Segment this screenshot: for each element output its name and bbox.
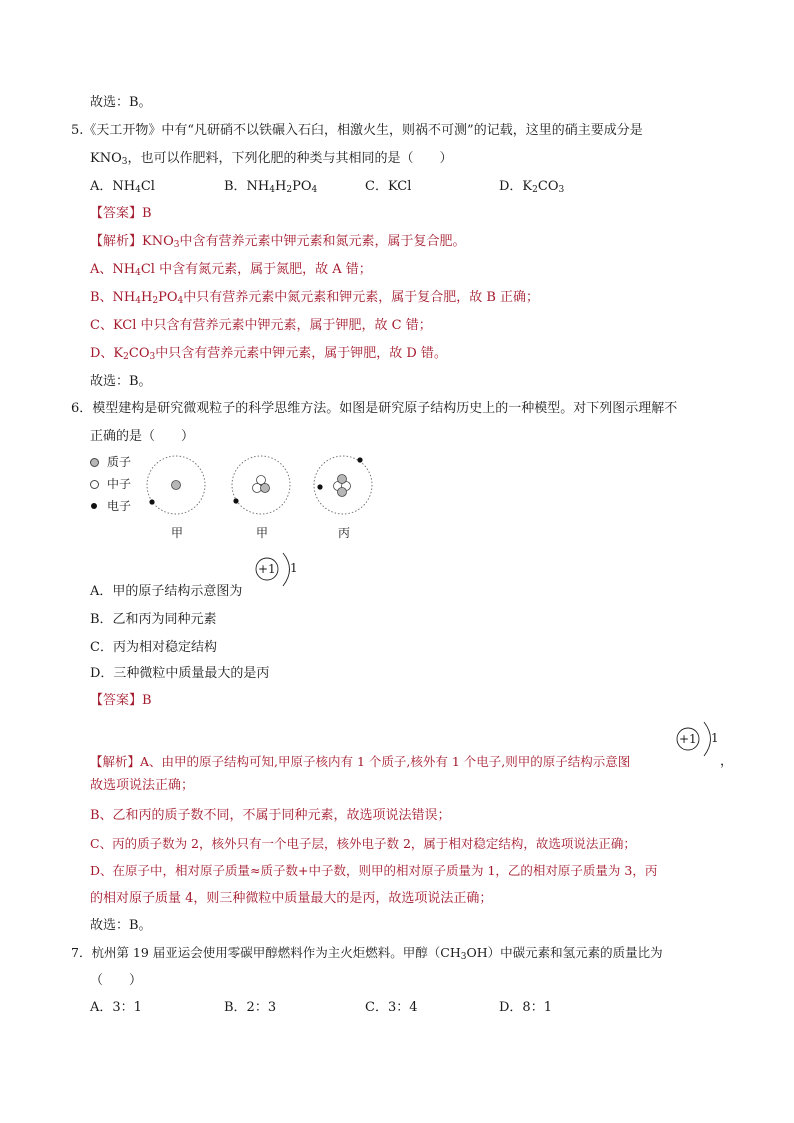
q6-analysis-b: B、乙和丙的质子数不同，不属于同种元素，故选项说法错误； xyxy=(90,808,451,823)
q5-analysis-a: A、$NH_4Cl$ 中含有氮元素，属于氮肥，故 A 错； xyxy=(90,262,372,278)
legend-proton: 质子 xyxy=(90,454,131,470)
atom-model-bing xyxy=(314,456,372,514)
q5-analysis-intro: 【解析】$KNO_3$中含有营养元素中钾元素和氮元素，属于复合肥。 xyxy=(90,234,466,250)
q6-analysis-d1: D、在原子中，相对原子质量≈质子数+中子数，则甲的相对原子质量为 1，乙的相对原子质量为 3，丙 xyxy=(90,863,658,878)
q6-analysis-a2: 故选项说法正确； xyxy=(90,778,195,793)
prev-choose-line: 故选：B。 xyxy=(90,95,152,110)
proton-marker-icon xyxy=(90,458,99,467)
q6-option-c: C．丙为相对稳定结构 xyxy=(90,640,217,655)
legend-electron: 电子 xyxy=(90,498,131,514)
atom-schematic-analysis xyxy=(674,718,722,760)
q6-analysis-a1: 【解析】A、由甲的原子结构可知,甲原子核内有 1 个质子,核外有 1 个电子,则甲的原子结构示意图 xyxy=(90,754,631,769)
q7-stem-line1: 7．杭州第 19 届亚运会使用零碳甲醇燃料作为主火炬燃料。甲醇$(CH_3OH)$中碳元素和氢元素的质量比为 xyxy=(71,945,663,962)
q5-stem-line2: $KNO_3$，也可以作肥料，下列化肥的种类与其相同的是（ ） xyxy=(90,151,453,167)
q5-answer: 【答案】B xyxy=(90,206,152,221)
q5-analysis-b: B、$NH_4H_2PO_4$中只有营养元素中氮元素和钾元素，属于复合肥，故 B 正确； xyxy=(90,290,540,306)
q5-option-c: C．KCl xyxy=(365,179,412,194)
schematic-nucleus-label-2: +1 xyxy=(679,732,697,746)
q7-stem-line2: （ ） xyxy=(90,973,143,988)
schematic-shell-label: 1 xyxy=(290,561,298,575)
schematic-shell-label-2: 1 xyxy=(711,731,719,745)
q5-stem-line1: 5.《天工开物》中有“凡研硝不以铁碾入石臼，相激火生，则祸不可测”的记载，这里的硝主要成分是 xyxy=(71,123,643,138)
q6-option-b: B．乙和丙为同种元素 xyxy=(90,612,217,627)
q7-option-d: D．8：1 xyxy=(499,1000,552,1015)
atom-schematic-a xyxy=(253,550,301,592)
atom-models-diagram xyxy=(140,452,380,522)
q5-option-d: D．$K_2CO_3$ xyxy=(499,179,565,195)
q7-option-c: C．3：4 xyxy=(365,1000,418,1015)
q5-choose: 故选：B。 xyxy=(90,374,152,389)
q7-option-a: A．3：1 xyxy=(90,1000,142,1015)
q5-option-b: B．$NH_4H_2PO_4$ xyxy=(224,179,318,195)
atom-model-yi xyxy=(232,456,290,514)
q6-stem-line1: 6．模型建构是研究微观粒子的科学思维方法。如图是研究原子结构历史上的一种模型。对下列图示理解不 xyxy=(71,401,678,416)
diagram-label-1: 甲 xyxy=(171,526,184,540)
q6-answer: 【答案】B xyxy=(90,693,152,708)
q6-option-a: A．甲的原子结构示意图为 xyxy=(90,584,243,599)
q5-analysis-d: D、$K_2CO_3$中只含有营养元素中钾元素，属于钾肥，故 D 错。 xyxy=(90,346,447,362)
neutron-marker-icon xyxy=(90,480,99,489)
q6-analysis-a1-end: ， xyxy=(720,754,734,769)
q5-analysis-c: C、KCl 中只含有营养元素中钾元素，属于钾肥，故 C 错； xyxy=(90,318,432,333)
q7-option-b: B．2：3 xyxy=(224,1000,277,1015)
q5-option-a: A．$NH_4Cl$ xyxy=(90,179,155,195)
legend-neutron: 中子 xyxy=(90,476,131,492)
diagram-label-3: 丙 xyxy=(338,526,351,540)
diagram-label-2: 甲 xyxy=(256,526,269,540)
atom-model-jia xyxy=(147,456,205,514)
q6-analysis-d2: 的相对原子质量 4，则三种微粒中质量最大的是丙，故选项说法正确； xyxy=(90,891,493,906)
q6-choose: 故选：B。 xyxy=(90,918,152,933)
schematic-nucleus-label: +1 xyxy=(258,562,276,576)
q6-option-d: D．三种微粒中质量最大的是丙 xyxy=(90,666,270,681)
q6-analysis-c: C、丙的质子数为 2，核外只有一个电子层，核外电子数 2，属于相对稳定结构，故选项说法正确； xyxy=(90,836,636,851)
electron-marker-icon xyxy=(91,503,97,509)
q6-stem-line2: 正确的是（ ） xyxy=(90,429,195,444)
